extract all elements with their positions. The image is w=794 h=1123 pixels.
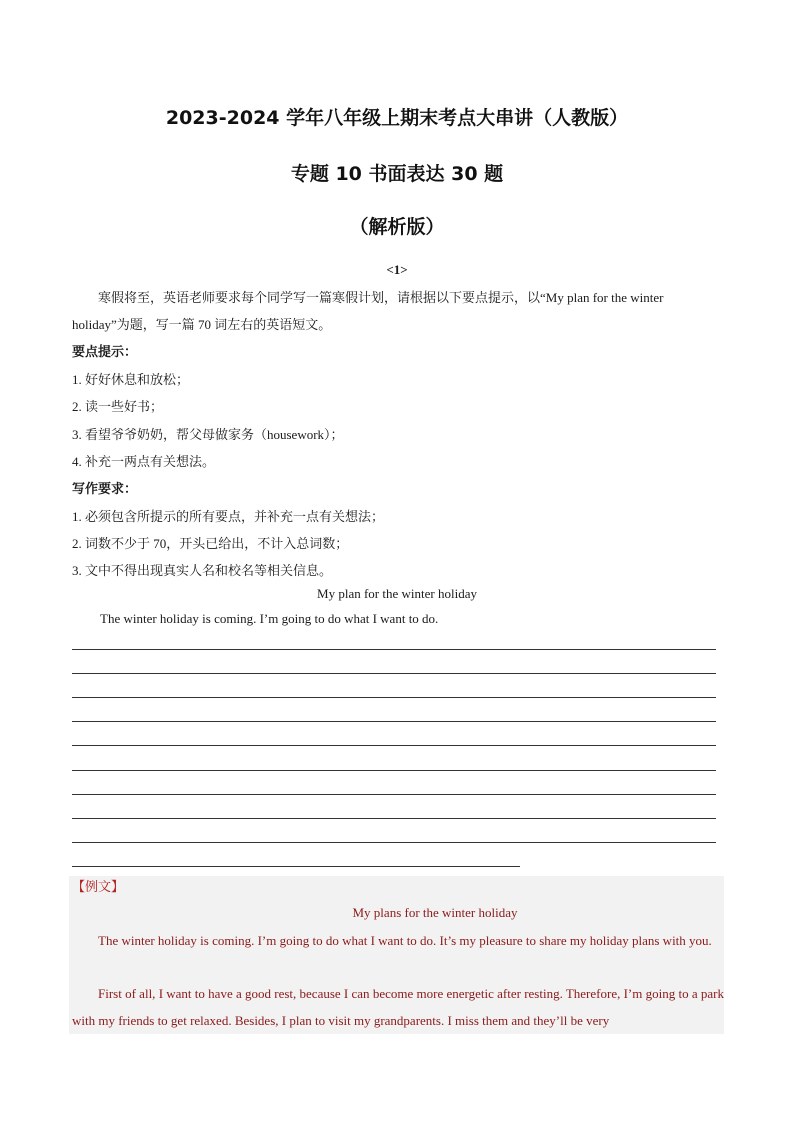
writing-line [72,721,716,722]
requirement-item: 1. 必须包含所提示的所有要点，并补充一点有关想法； [72,509,385,524]
question-number: <1> [386,262,408,277]
writing-line [72,866,520,867]
essay-opening: The winter holiday is coming. I’m going to do what I want to do. [100,611,439,626]
writing-line [72,745,716,746]
document-title: 2023-2024 学年八年级上期末考点大串讲（人教版） [165,107,629,129]
point-item: 1. 好好休息和放松； [72,372,190,387]
requirement-item: 3. 文中不得出现真实人名和校名等相关信息。 [72,563,333,578]
writing-line [72,818,716,819]
point-item: 3. 看望爷爷奶奶，帮父母做家务（housework）； [72,427,344,442]
writing-line [72,842,716,843]
sample-title: My plans for the winter holiday [352,905,518,920]
sample-paragraph: First of all, I want to have a good rest, because I can become more energetic after resting. Therefore, I’m going to a park with my friends to get relaxed. Besides, I plan to visit my grandparents. I miss them and they’ll be very [72,986,724,1028]
point-item: 2. 读一些好书； [72,399,164,414]
writing-line [72,673,716,674]
requirement-item: 2. 词数不少于 70，开头已给出，不计入总词数； [72,536,349,551]
essay-title: My plan for the winter holiday [317,586,477,601]
writing-line [72,649,716,650]
writing-line [72,770,716,771]
writing-line [72,794,716,795]
writing-line [72,697,716,698]
sample-paragraph: The winter holiday is coming. I’m going to do what I want to do. It’s my pleasure to share my holiday plans with you. [98,933,712,948]
sample-label: 【例文】 [72,880,125,895]
document-subtitle: 专题 10 书面表达 30 题 [290,163,504,185]
point-item: 4. 补充一两点有关想法。 [72,454,216,469]
requirements-label: 写作要求： [72,482,138,497]
question-prompt: 寒假将至，英语老师要求每个同学写一篇寒假计划，请根据以下要点提示，以“My plan for the winter holiday”为题，写一篇 70 词左右的英语短文。 [72,290,664,332]
points-label: 要点提示： [72,345,138,360]
document-edition: （解析版） [349,216,445,238]
